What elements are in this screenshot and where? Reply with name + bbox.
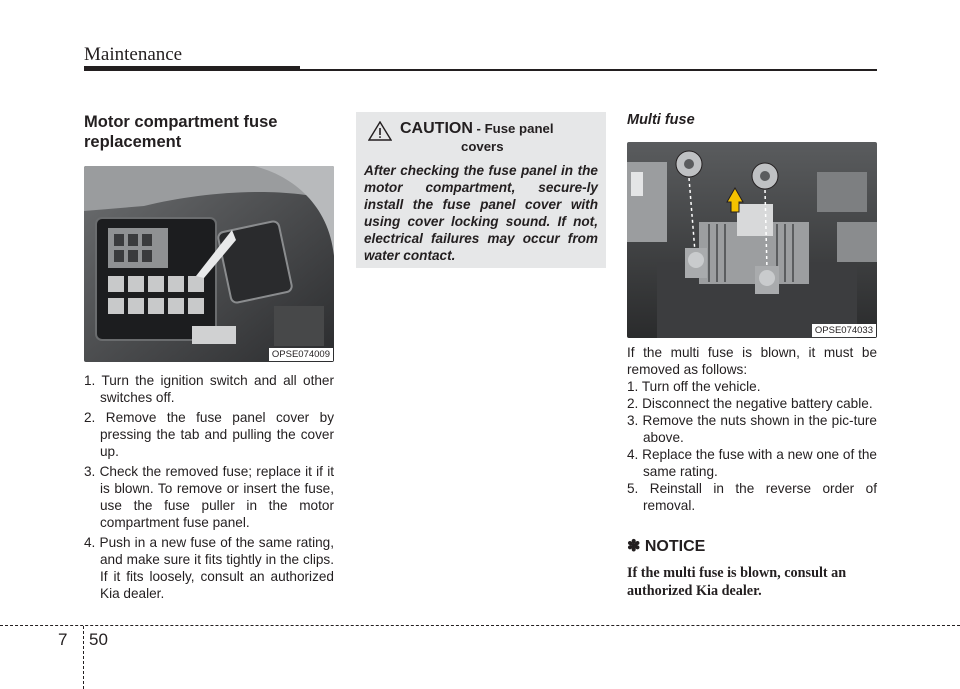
right-column: [627, 112, 877, 600]
caution-subject: - Fuse panel: [472, 121, 554, 136]
list-item: 3. Check the removed fuse; replace it if it is blown. To remove or insert the fuse, use the fuse puller in the motor compartment fuse panel.: [84, 464, 334, 530]
caution-box: [356, 112, 606, 268]
fuse-panel-photo: [84, 166, 334, 362]
footer-divider: [83, 626, 84, 689]
list-item: 1. Turn off the vehicle.: [627, 379, 761, 394]
warning-triangle-icon: [368, 121, 392, 141]
header-rule-thick: [84, 66, 300, 71]
list-item: 4. Push in a new fuse of the same rating, and make sure it fits tightly in the clips. If it fits loosely, consult an authorized Kia dealer.: [84, 535, 334, 601]
list-item: 2. Disconnect the negative battery cable.: [627, 396, 873, 411]
multi-fuse-intro: If the multi fuse is blown, it must be removed as follows:: [627, 345, 877, 377]
list-item: 4. Replace the fuse with a new one of the same rating.: [627, 447, 877, 479]
caution-subject-cont: covers: [461, 139, 504, 154]
list-item: 3. Remove the nuts shown in the pic-ture above.: [627, 413, 877, 445]
multi-fuse-illustration: [627, 142, 877, 338]
photo-caption: OPSE074033: [812, 324, 876, 337]
caution-word: CAUTION: [400, 120, 473, 137]
header-rule-thin: [300, 69, 877, 71]
footer-rule: [0, 625, 960, 626]
steps-list: [84, 372, 334, 602]
list-item: 2. Remove the fuse panel cover by pressing the tab and pulling the cover up.: [84, 410, 334, 459]
steps-list: [627, 378, 877, 514]
photo-caption: OPSE074009: [269, 348, 333, 361]
page-number: 50: [89, 630, 108, 649]
multi-fuse-photo: [627, 142, 877, 338]
middle-column: [356, 112, 606, 268]
list-item: 5. Reinstall in the reverse order of removal.: [627, 481, 877, 513]
caution-header: [364, 120, 598, 141]
list-item: 1. Turn the ignition switch and all other switches off.: [84, 373, 334, 405]
section-title: Motor compartment fuse replacement: [84, 113, 278, 151]
notice-body: If the multi fuse is blown, consult an authorized Kia dealer.: [627, 565, 847, 599]
caution-body: After checking the fuse panel in the motor compartment, secure-ly install the fuse panel cover with using cover locking sound. If not, electrical failures may occur from water contact.: [364, 163, 598, 263]
left-column: [84, 112, 334, 605]
fuse-panel-illustration: [84, 166, 334, 362]
section-title: Multi fuse: [627, 112, 695, 128]
chapter-number: 7: [58, 630, 68, 649]
notice-title: ✽ NOTICE: [627, 538, 706, 555]
header-title: Maintenance: [84, 44, 183, 65]
